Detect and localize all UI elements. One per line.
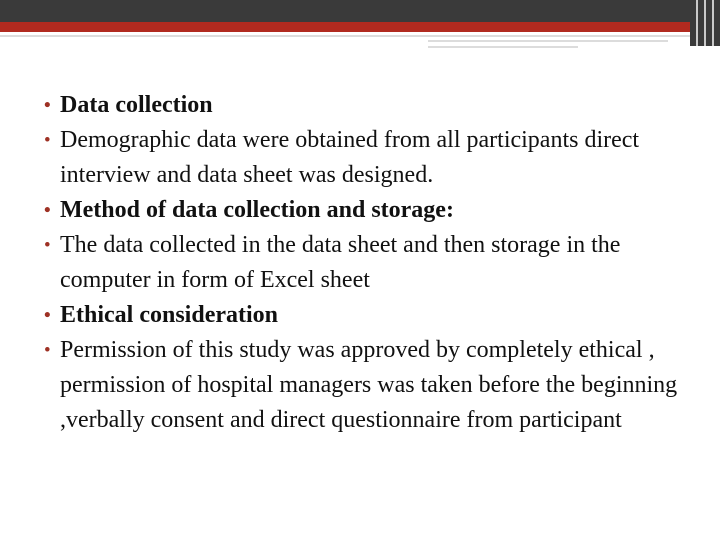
bullet-heading-data-collection: • Data collection <box>44 88 684 123</box>
bullet-list <box>44 88 684 438</box>
slide-body <box>44 88 684 438</box>
bullet-demographic-data: • Demographic data were obtained from all participants direct interview and data sheet was designed. <box>44 123 684 193</box>
divider-line <box>428 46 578 48</box>
bullet-data-storage: • The data collected in the data sheet and then storage in the computer in form of Excel sheet <box>44 228 684 298</box>
decor-stripe <box>712 0 714 46</box>
divider-line <box>428 40 668 42</box>
bullet-permission: • Permission of this study was approved by completely ethical , permission of hospital managers was taken before the beginning ,verbally consent and direct questionnaire from participant <box>44 333 684 438</box>
bullet-heading-method: • Method of data collection and storage: <box>44 193 684 228</box>
decor-stripe <box>704 0 706 46</box>
decor-stripe <box>696 0 698 46</box>
top-banner <box>0 0 720 22</box>
bullet-heading-ethical: • Ethical consideration <box>44 298 684 333</box>
accent-strip <box>0 22 720 32</box>
corner-decoration <box>690 0 720 46</box>
divider-line <box>0 35 720 37</box>
